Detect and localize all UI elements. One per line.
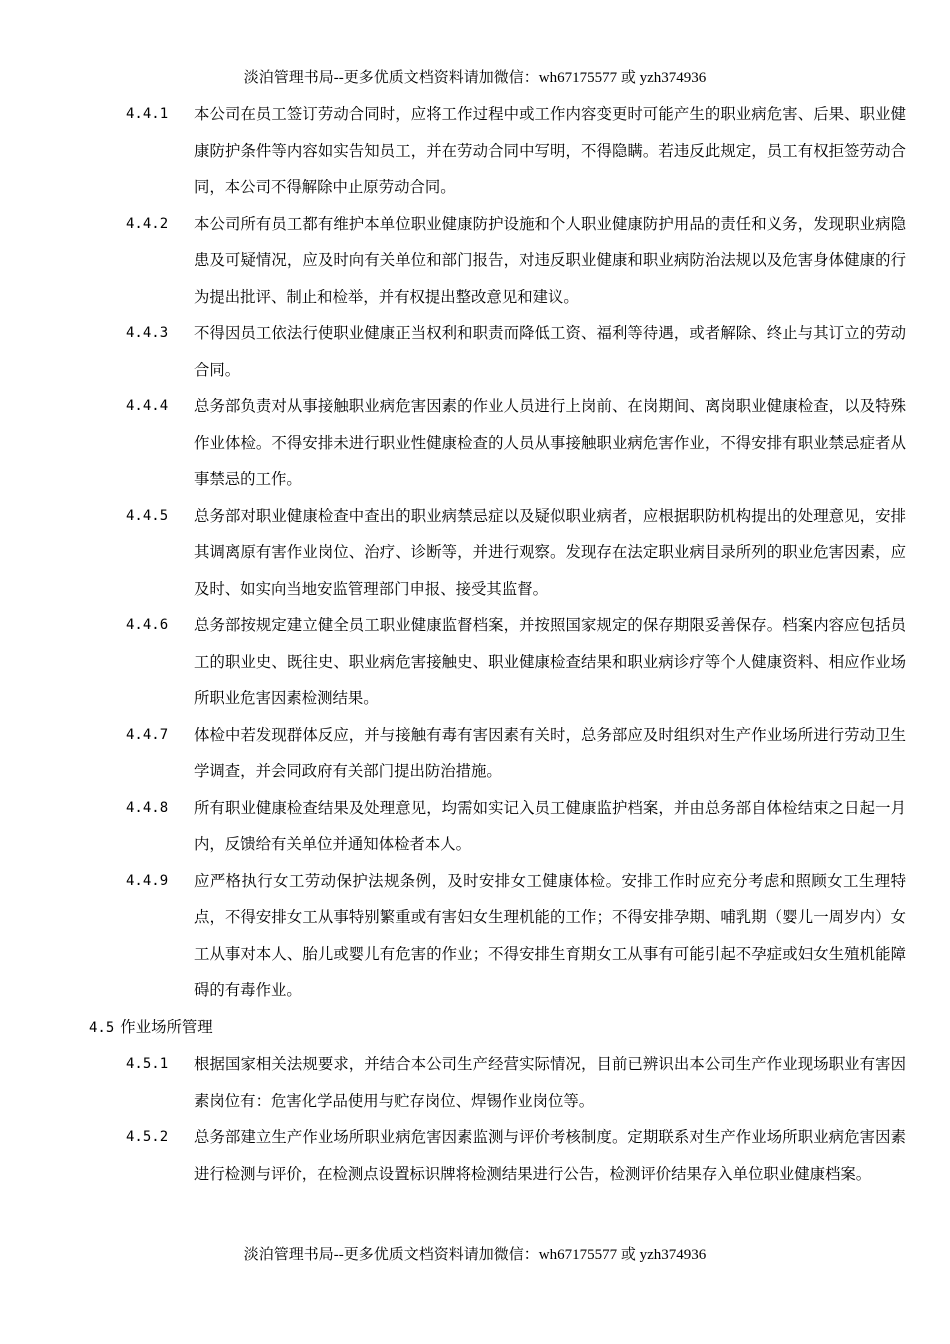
clause-4-5-1 — [0, 1046, 950, 1119]
clause-text: 总务部建立生产作业场所职业病危害因素监测与评价考核制度。定期联系对生产作业场所职业病危害因素进行检测与评价，在检测点设置标识牌将检测结果进行公告，检测评价结果存入单位职业健康档案。 — [194, 1128, 906, 1183]
clause-text: 总务部对职业健康检查中查出的职业病禁忌症以及疑似职业病者，应根据职防机构提出的处理意见，安排其调离原有害作业岗位、治疗、诊断等，并进行观察。发现存在法定职业病目录所列的职业危害因素，应及时、如实向当地安监管理部门申报、接受其监督。 — [194, 506, 906, 598]
clause-4-4-7 — [0, 717, 950, 790]
clause-text: 总务部负责对从事接触职业病危害因素的作业人员进行上岗前、在岗期间、离岗职业健康检查，以及特殊作业体检。不得安排未进行职业性健康检查的人员从事接触职业病危害作业，不得安排有职业禁忌症者从事禁忌的工作。 — [194, 397, 906, 488]
section-title: 作业场所管理 — [120, 1017, 213, 1036]
clause-text: 应严格执行女工劳动保护法规条例，及时安排女工健康体检。安排工作时应充分考虑和照顾女工生理特点，不得安排女工从事特别繁重或有害妇女生理机能的工作；不得安排孕期、哺乳期（婴儿一周岁内）女工从事对本人、胎儿或婴儿有危害的作业；不得安排生育期女工从事有可能引起不孕症或妇女生殖机能障碍的有毒作业。 — [194, 871, 906, 999]
clause-4-5-2 — [0, 1119, 950, 1192]
clause-text: 总务部按规定建立健全员工职业健康监督档案，并按照国家规定的保存期限妥善保存。档案内容应包括员工的职业史、既往史、职业病危害接触史、职业健康检查结果和职业病诊疗等个人健康资料、相应作业场所职业危害因素检测结果。 — [194, 616, 906, 707]
clause-4-4-3 — [0, 315, 950, 388]
clause-4-4-1 — [0, 96, 950, 206]
clause-text: 体检中若发现群体反应，并与接触有毒有害因素有关时，总务部应及时组织对生产作业场所进行劳动卫生学调查，并会同政府有关部门提出防治措施。 — [194, 725, 906, 780]
clause-number: 4.5.1 — [126, 1056, 169, 1072]
clause-4-4-8 — [0, 790, 950, 863]
document-body — [0, 96, 950, 1192]
clause-4-4-5 — [0, 498, 950, 608]
clause-4-4-6 — [0, 607, 950, 717]
clause-4-4-9 — [0, 863, 950, 1009]
page-footer-watermark: 淡泊管理书局--更多优质文档资料请加微信：wh67175577 或 yzh374936 — [243, 1247, 707, 1263]
clause-number: 4.4.5 — [126, 507, 169, 524]
clause-text: 本公司所有员工都有维护本单位职业健康防护设施和个人职业健康防护用品的责任和义务，发现职业病隐患及可疑情况，应及时向有关单位和部门报告，对违反职业健康和职业病防治法规以及危害身体健康的行为提出批评、制止和检举，并有权提出整改意见和建议。 — [194, 214, 906, 306]
clause-text: 本公司在员工签订劳动合同时，应将工作过程中或工作内容变更时可能产生的职业病危害、后果、职业健康防护条件等内容如实告知员工，并在劳动合同中写明，不得隐瞒。若违反此规定，员工有权拒签劳动合同，本公司不得解除中止原劳动合同。 — [194, 105, 906, 196]
clause-text: 根据国家相关法规要求，并结合本公司生产经营实际情况，目前已辨识出本公司生产作业现场职业有害因素岗位有：危害化学品使用与贮存岗位、焊锡作业岗位等。 — [194, 1055, 906, 1110]
clause-number: 4.4.9 — [126, 872, 169, 889]
clause-text: 所有职业健康检查结果及处理意见，均需如实记入员工健康监护档案，并由总务部自体检结束之日起一月内，反馈给有关单位并通知体检者本人。 — [194, 798, 906, 853]
page-header-watermark: 淡泊管理书局--更多优质文档资料请加微信：wh67175577 或 yzh374936 — [243, 70, 707, 86]
clause-number: 4.4.2 — [126, 215, 169, 232]
clause-number: 4.4.8 — [126, 799, 169, 816]
clause-4-4-4 — [0, 388, 950, 498]
section-heading-4-5 — [0, 1009, 950, 1047]
clause-4-4-2 — [0, 206, 950, 316]
clause-number: 4.4.7 — [126, 726, 169, 743]
clause-number: 4.4.3 — [126, 325, 169, 341]
section-number: 4.5 — [89, 1019, 115, 1036]
clause-text: 不得因员工依法行使职业健康正当权利和职责而降低工资、福利等待遇，或者解除、终止与其订立的劳动合同。 — [194, 324, 906, 379]
clause-number: 4.5.2 — [126, 1129, 169, 1145]
clause-number: 4.4.6 — [126, 617, 169, 633]
clause-number: 4.4.1 — [126, 106, 169, 122]
clause-number: 4.4.4 — [126, 398, 169, 414]
